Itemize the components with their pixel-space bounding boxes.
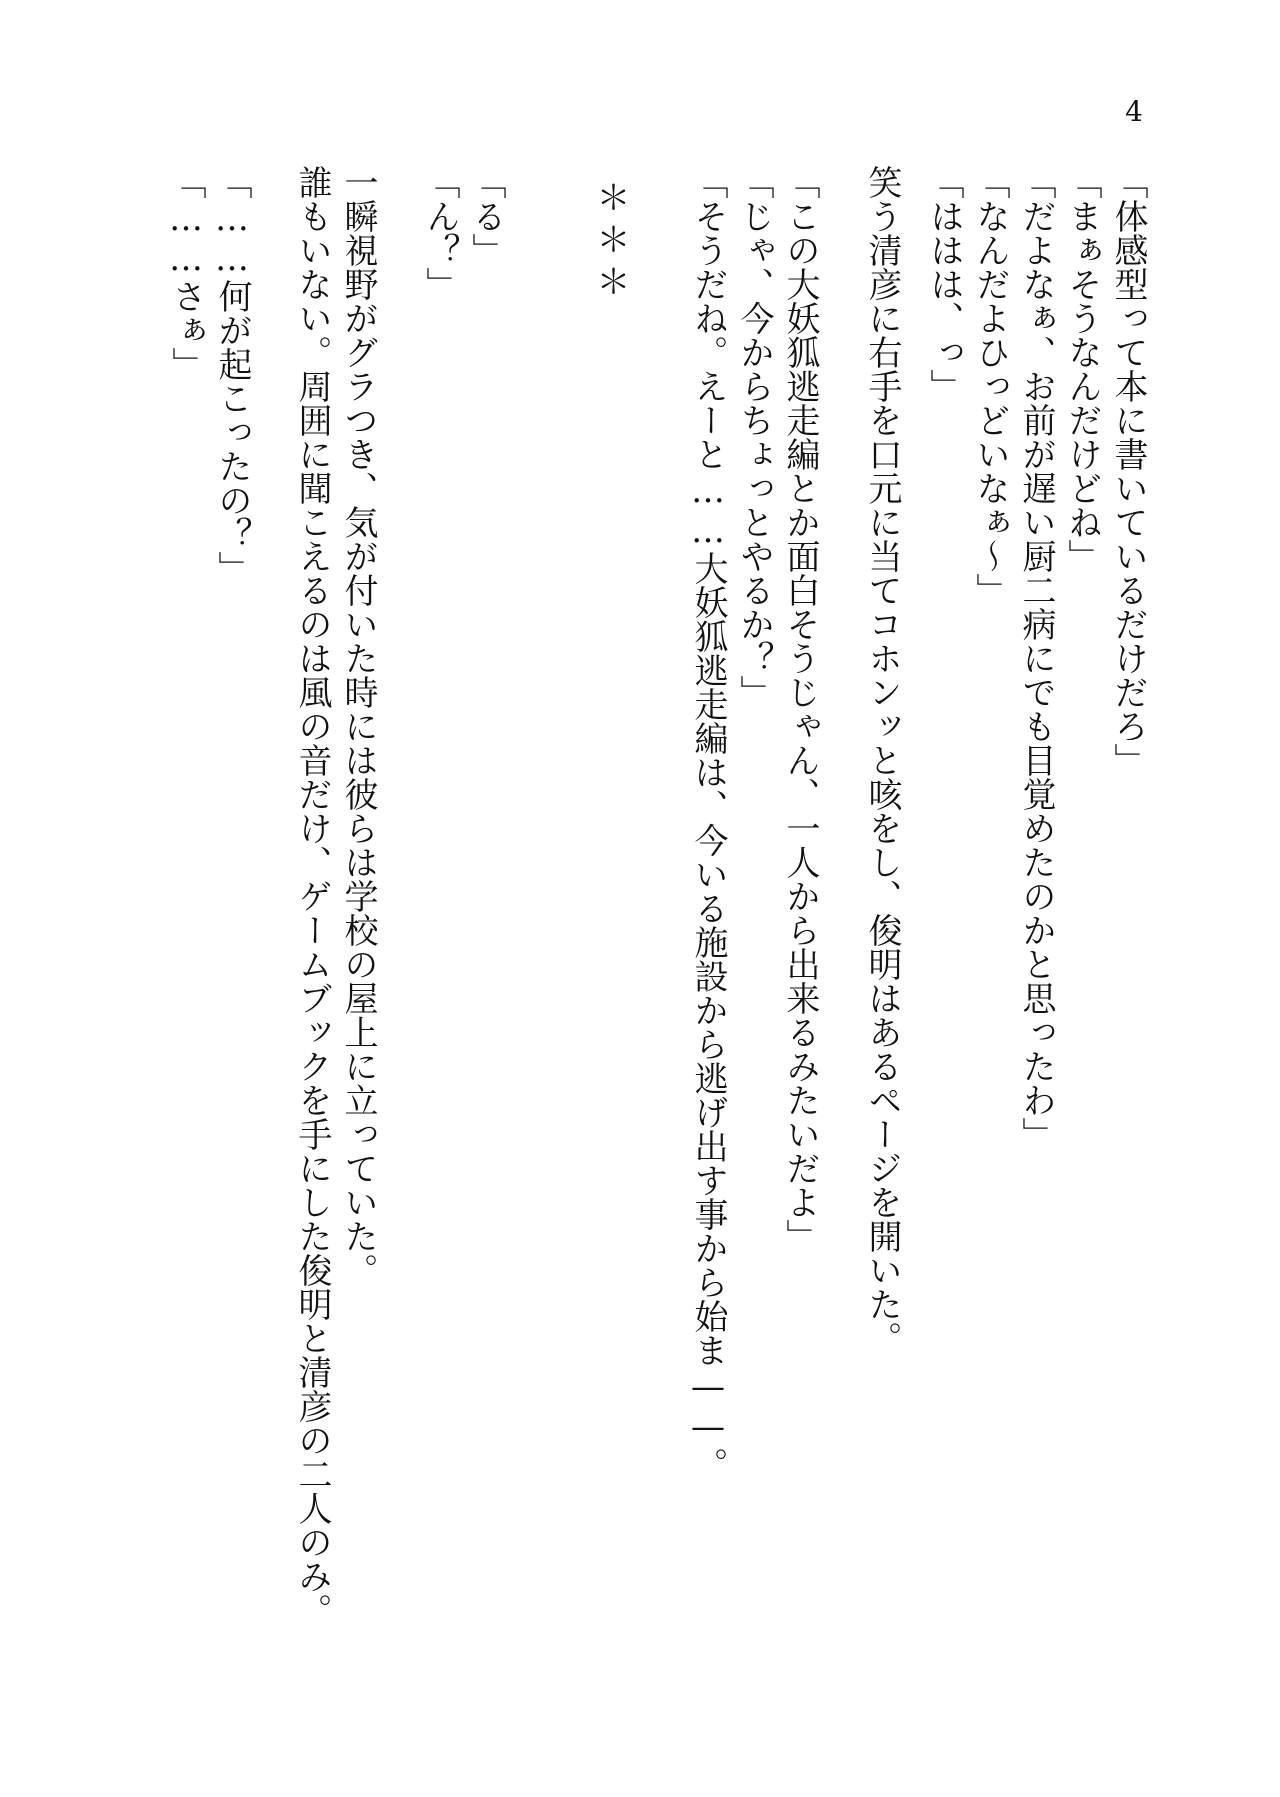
text-line: 「……さぁ」 (166, 165, 206, 381)
section-break: ＊＊＊ (590, 180, 630, 306)
text-line: 「そうだね。えーと……大妖狐逃走編は、今いる施設から逃げ出す事から始ま——。 (688, 165, 728, 1481)
text-line: 「……何が起こったの？」 (212, 165, 252, 585)
text-line: 「ははは、っ」 (924, 165, 964, 403)
text-line: 「る」 (466, 165, 506, 267)
text-line: 「体感型って本に書いているだけだろ」 (1108, 165, 1148, 777)
text-line: 「だよなぁ、お前が遅い厨二病にでも目覚めたのかと思ったわ」 (1016, 165, 1056, 1151)
text-line: 「この大妖狐逃走編とか面白そうじゃん、一人から出来るみたいだよ」 (780, 165, 820, 1253)
text-line: 「ん？」 (420, 165, 460, 301)
text-line: 「なんだよひっどいなぁ〜」 (970, 165, 1010, 607)
text-line: 一瞬視野がグラつき、気が付いた時には彼らは学校の屋上に立っていた。 (338, 165, 378, 1287)
page-number: 4 (1125, 95, 1143, 128)
text-line: 「じゃ、今からちょっとやるか？」 (734, 165, 774, 709)
text-line: 「まぁそうなんだけどね」 (1062, 165, 1102, 573)
text-line: 笑う清彦に右手を口元に当てコホンッと咳をし、俊明はあるページを開いた。 (862, 165, 902, 1355)
text-line: 誰もいない。周囲に聞こえるのは風の音だけ、ゲームブックを手にした俊明と清彦の二人のみ。 (292, 165, 332, 1627)
